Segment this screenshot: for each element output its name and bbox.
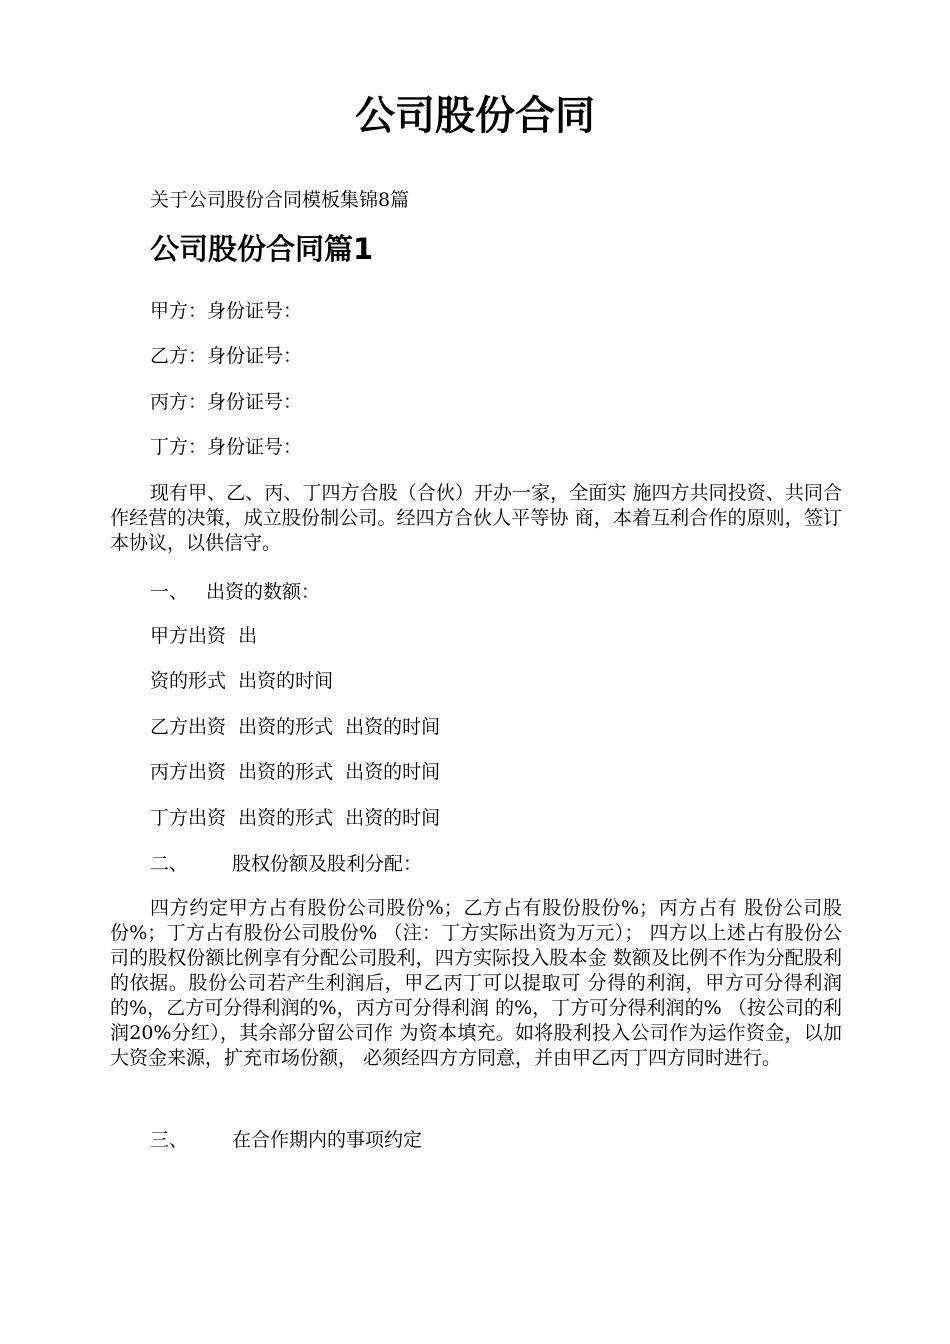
section-heading: 公司股份合同篇1	[150, 232, 374, 266]
contribution-line: 丁方出资 出资的形式 出资的时间	[150, 807, 441, 829]
clause-2-title: 股权份额及股利分配：	[232, 853, 423, 875]
clause-2-number: 二、	[150, 853, 189, 875]
document-subtitle: 关于公司股份合同模板集锦8篇	[150, 189, 410, 211]
clause-3-title: 在合作期内的事项约定	[232, 1129, 423, 1151]
contribution-line: 乙方出资 出资的形式 出资的时间	[150, 716, 441, 738]
contribution-line: 丙方出资 出资的形式 出资的时间	[150, 761, 441, 783]
clause-1-number: 一、	[150, 581, 189, 603]
party-line-yi: 乙方：身份证号：	[150, 345, 303, 367]
document-title: 公司股份合同	[355, 93, 595, 139]
contribution-line: 资的形式 出资的时间	[150, 670, 334, 692]
clause-2-heading	[150, 850, 422, 878]
party-line-ding: 丁方：身份证号：	[150, 436, 303, 458]
clause-3-number: 三、	[150, 1129, 189, 1151]
clause-3-heading	[150, 1126, 422, 1154]
clause-2-paragraph: 四方约定甲方占有股份公司股份%；乙方占有股份股份%；丙方占有 股份公司股份%；丁方占有股份公司股份% （注：丁方实际出资为万元）； 四方以上述占有股份公司的股权份额比例享有分配公司股利，四方实际投入股本金 数额及比例不作为分配股利的依据。股份公司若产生利润后，甲乙丙丁可以提取可 分得的利润，甲方可分得利润的%，乙方可分得利润的%，丙方可分得利润 的%，丁方可分得利润的% （按公司的利润20%分红），其余部分留公司作 为资本填充。如将股利投入公司作为运作资金，以加大资金来源，扩充市场份额， 必须经四方方同意，并由甲乙丙丁四方同时进行。	[110, 897, 842, 1069]
clause-1-heading	[150, 578, 320, 606]
contribution-line: 甲方出资 出	[150, 625, 258, 647]
clause-1-title: 出资的数额：	[206, 581, 321, 603]
party-line-bing: 丙方：身份证号：	[150, 391, 303, 413]
intro-paragraph: 现有甲、乙、丙、丁四方合股（合伙）开办一家，全面实 施四方共同投资、共同合作经营的决策，成立股份制公司。经四方合伙人平等协 商，本着互利合作的原则，签订本协议，以供信守。	[110, 482, 842, 554]
party-line-jia: 甲方：身份证号：	[150, 300, 303, 322]
